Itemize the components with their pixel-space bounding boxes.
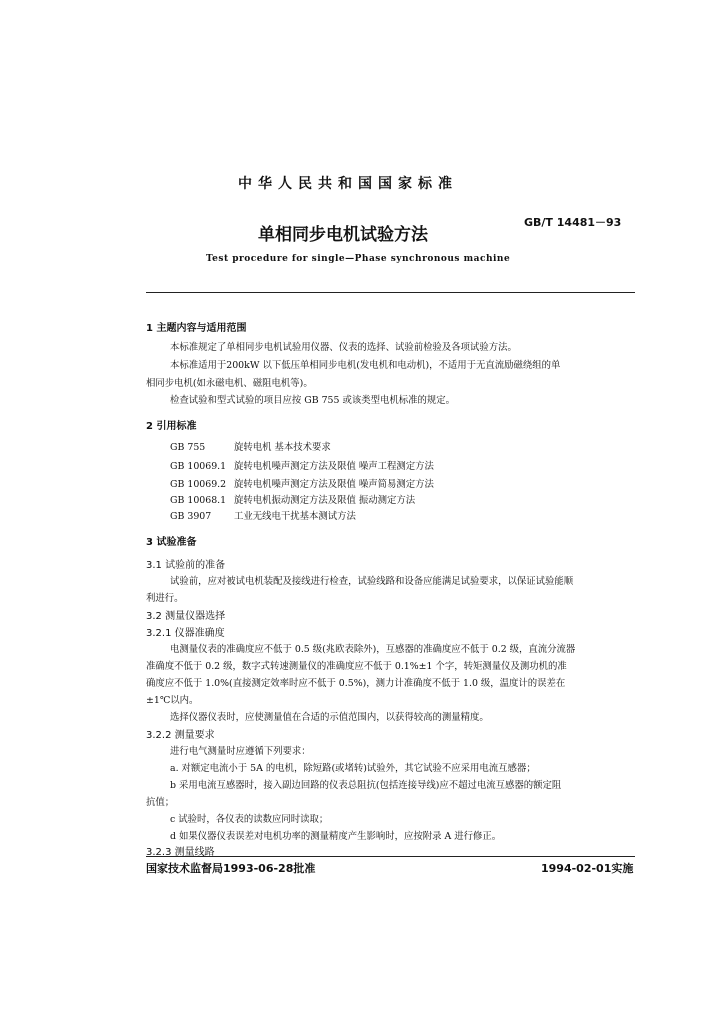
list-item-b-cont: 抗值； (146, 797, 175, 808)
section-3-1-text: 试验前，应对被试电机装配及接线进行检查，试验线路和设备应能满足试验要求，以保证试验能顺 (170, 576, 574, 587)
reference-item (170, 492, 415, 506)
section-3-2-1-text-cont: 准确度不低于 0.2 级，数字式转速测量仪的准确度应不低于 0.1%±1 个字，转矩测量仪及测功机的准 (146, 661, 567, 672)
reference-title: 旋转电机 基本技术要求 (234, 442, 331, 453)
section-1-paragraph-3: 检查试验和型式试验的项目应按 GB 755 或该类型电机标准的规定。 (170, 395, 455, 406)
section-3-2-3-heading: 3.2.3 测量线路 (146, 847, 215, 858)
reference-code: GB 10069.2 (170, 479, 227, 490)
reference-item (170, 476, 434, 490)
section-1-paragraph-2: 本标准适用于200kW 以下低压单相同步电机(发电机和电动机)，不适用于无直流励磁绕组的单 (170, 360, 561, 371)
list-item-b: b 采用电流互感器时，接入副边回路的仪表总阻抗(包括连接导线)应不超过电流互感器的额定阻 (170, 780, 562, 791)
section-3-2-2-heading: 3.2.2 测量要求 (146, 730, 215, 741)
reference-title: 旋转电机振动测定方法及限值 振动测定方法 (234, 495, 416, 506)
approval-line: 国家技术监督局1993-06-28批准 (146, 862, 316, 875)
section-3-2-1-text-cont: 确度应不低于 1.0%(直接测定效率时应不低于 0.5%)，测力计准确度不低于 1.0 级，温度计的误差在 (146, 678, 566, 689)
footer-rule (146, 856, 635, 857)
document-title-en: Test procedure for single—Phase synchronous machine (206, 254, 511, 264)
section-1-heading: 1 主题内容与适用范围 (146, 323, 247, 334)
section-3-2-1-text: 电测量仪表的准确度应不低于 0.5 级(兆欧表除外)，互感器的准确度应不低于 0.2 级，直流分流器 (170, 644, 576, 655)
section-3-1-text-cont: 利进行。 (146, 593, 184, 604)
section-1-paragraph-1: 本标准规定了单相同步电机试验用仪器、仪表的选择、试验前检验及各项试验方法。 (170, 342, 517, 353)
section-3-2-heading: 3.2 测量仪器选择 (146, 611, 226, 622)
national-standard-heading: 中华人民共和国国家标准 (238, 176, 458, 192)
section-2-heading: 2 引用标准 (146, 421, 197, 432)
standard-number: GB/T 14481－93 (524, 216, 622, 229)
list-item-d: d 如果仪器仪表误差对电机功率的测量精度产生影响时，应按附录 A 进行修正。 (170, 831, 502, 842)
list-item-a: a. 对额定电流小于 5A 的电机，除短路(或堵转)试验外，其它试验不应采用电流互感器； (170, 763, 536, 774)
reference-item (170, 458, 434, 472)
reference-code: GB 10068.1 (170, 495, 227, 506)
reference-code: GB 3907 (170, 511, 212, 522)
reference-item (170, 439, 331, 453)
header-rule (146, 292, 635, 293)
reference-title: 工业无线电干扰基本测试方法 (234, 511, 356, 522)
section-3-2-2-intro: 进行电气测量时应遵循下列要求： (170, 746, 311, 757)
section-3-1-heading: 3.1 试验前的准备 (146, 560, 226, 571)
section-3-heading: 3 试验准备 (146, 537, 197, 548)
implementation-date: 1994-02-01实施 (541, 862, 634, 875)
reference-title: 旋转电机噪声测定方法及限值 噪声工程测定方法 (234, 461, 434, 472)
section-3-2-1-heading: 3.2.1 仪器准确度 (146, 628, 225, 639)
section-3-2-1-text-cont: ±1℃以内。 (146, 695, 199, 706)
list-item-c: c 试验时，各仪表的读数应同时读取； (170, 814, 329, 825)
reference-item (170, 508, 356, 522)
section-3-2-1-text-2: 选择仪器仪表时，应使测量值在合适的示值范围内，以获得较高的测量精度。 (170, 712, 489, 723)
reference-title: 旋转电机噪声测定方法及限值 噪声简易测定方法 (234, 479, 434, 490)
section-1-paragraph-2-cont: 相同步电机(如永磁电机、磁阻电机等)。 (146, 378, 313, 389)
document-title-cn: 单相同步电机试验方法 (258, 225, 428, 245)
reference-code: GB 10069.1 (170, 461, 227, 472)
reference-code: GB 755 (170, 442, 206, 453)
